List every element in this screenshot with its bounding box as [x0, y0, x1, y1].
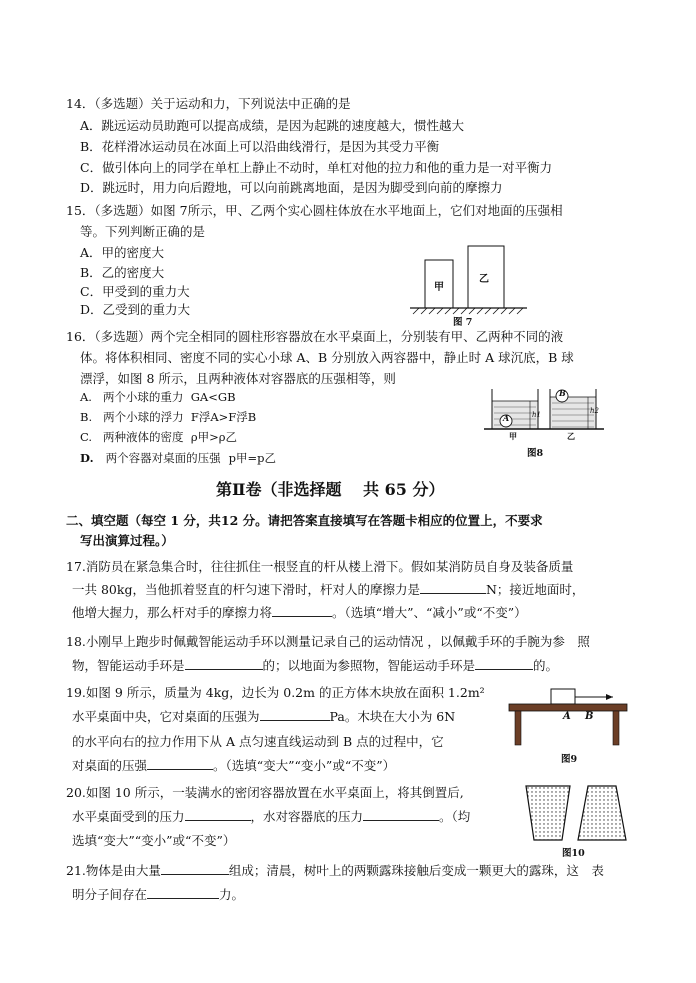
q21-line2: [72, 886, 244, 904]
q19-line4: [72, 757, 395, 775]
q16-option-c: [80, 428, 237, 446]
q14-option-a: A．跳远运动员助跑可以提高成绩，是因为起跳的速度越大，惯性越大: [80, 118, 465, 133]
q16-option-a-prefix: A.: [80, 390, 92, 404]
figure-8-label-h1: h1: [532, 411, 541, 419]
q16-option-d-formula: p甲=p乙: [228, 451, 276, 465]
figure-8-label-jia: 甲: [509, 431, 517, 441]
q16-option-c-formula: ρ甲>ρ乙: [190, 430, 237, 444]
q14-stem: 14．（多选题）关于运动和力，下列说法中正确的是: [66, 96, 351, 111]
q15-option-c: C．甲受到的重力大: [80, 284, 190, 299]
q21-answer-blank-2[interactable]: [147, 886, 219, 899]
figure-8-label-h2: h2: [590, 407, 599, 415]
q18-line1: 18.小刚早上跑步时佩戴智能运动手环以测量记录自己的运动情况 ，以佩戴手环的手腕为参 照: [66, 634, 590, 649]
q15-option-b: B．乙的密度大: [80, 265, 165, 280]
q21-line2-text-b: 力。: [219, 887, 245, 902]
q17-line2: [72, 581, 584, 599]
q14-option-c: C．做引体向上的同学在单杠上静止不动时，单杠对他的拉力和他的重力是一对平衡力: [80, 160, 553, 175]
q16-option-d-prefix: D.: [80, 451, 94, 465]
q21-line1-text-b: 组成；清晨，树叶上的两颗露珠接触后变成一颗更大的露珠，这 表: [228, 863, 604, 878]
q19-answer-blank-1[interactable]: [260, 708, 330, 721]
q17-line1: 17.消防员在紧急集合时，往往抓住一根竖直的杆从楼上滑下。假如某消防员自身及装备质量: [66, 559, 574, 574]
q18-line2-text-a: 物，智能运动手环是: [72, 658, 185, 673]
section-2-heading-line1: 二、填空题（每空 1 分，共12 分。请把答案直接填写在答题卡相应的位置上，不要求: [66, 513, 543, 528]
q14-option-d: D．跳远时，用力向后蹬地，可以向前跳离地面，是因为脚受到向前的摩擦力: [80, 180, 503, 195]
q20-line2-text-b: ，水对容器底的压力: [250, 809, 364, 824]
figure-9-label-b: B: [585, 711, 594, 722]
q16-option-c-text: 两种液体的密度: [103, 430, 184, 444]
q15-stem-line1: 15．（多选题）如图 7所示，甲、乙两个实心圆柱体放在水平地面上，它们对地面的压强相: [66, 203, 563, 218]
q21-line1-text-a: 21.物体是由大量: [66, 863, 161, 878]
figure-8-label-yi: 乙: [567, 431, 575, 441]
figure-8: [478, 383, 618, 458]
figure-8-drawing: [478, 383, 618, 458]
q16-option-b-text: 两个小球的浮力: [103, 410, 184, 424]
figure-9-caption: 图9: [561, 754, 578, 765]
figure-7-label-yi: 乙: [479, 274, 489, 285]
q16-option-b-prefix: B.: [80, 410, 93, 424]
q16-option-b: [80, 408, 256, 426]
q15-stem-line2: 等。下列判断正确的是: [80, 224, 206, 239]
q18-answer-blank-2[interactable]: [475, 657, 533, 670]
q19-answer-blank-2[interactable]: [147, 757, 213, 770]
q19-line4-text-a: 对桌面的压强: [72, 758, 148, 773]
q19-line1: 19.如图 9 所示，质量为 4kg，边长为 0.2m 的正方体木块放在面积 1.2m²: [66, 685, 485, 700]
q18-line2: [72, 657, 558, 675]
q20-line3: 选填“变大”“变小”或“不变”）: [72, 833, 236, 848]
q15-option-d: D．乙受到的重力大: [80, 302, 191, 317]
q21-line2-text-a: 明分子间存在: [72, 887, 148, 902]
q19-line2: [72, 708, 455, 726]
figure-10: [522, 782, 632, 862]
q19-line2-text-b: Pa。木块在大小为 6N: [329, 709, 456, 724]
q19-line3: 的水平向右的拉力作用下从 A 点匀速直线运动到 B 点的过程中，它: [72, 734, 444, 749]
q17-line2-text-a: 一共 80kg，当他抓着竖直的杆匀速下滑时，杆对人的摩擦力是: [72, 582, 420, 597]
q16-stem-line1: 16．（多选题）两个完全相同的圆柱形容器放在水平桌面上，分别装有甲、乙两种不同的液: [66, 329, 564, 344]
q19-line4-text-b: 。（选填“变大”“变小”或“不变”）: [213, 758, 396, 773]
figure-10-caption: 图10: [562, 848, 585, 859]
figure-7-caption: 图 7: [453, 317, 473, 328]
figure-8-caption: 图8: [527, 448, 544, 459]
q16-option-d-text: 两个容器对桌面的压强: [105, 451, 221, 465]
figure-7: [405, 238, 535, 328]
q16-option-d: [80, 449, 276, 467]
q18-answer-blank-1[interactable]: [185, 657, 263, 670]
q17-answer-blank-1[interactable]: [420, 581, 486, 594]
q18-line2-text-c: 的。: [533, 658, 559, 673]
q20-answer-blank-1[interactable]: [185, 808, 251, 821]
q19-line2-text-a: 水平桌面中央，它对桌面的压强为: [72, 709, 260, 724]
q14-option-b: B．花样滑冰运动员在冰面上可以沿曲线滑行，是因为其受力平衡: [80, 139, 440, 154]
q17-line3-text-b: 。（选填“增大”、“减小”或“不变”）: [332, 605, 527, 620]
q16-stem-line3: 漂浮，如图 8 所示，且两种液体对容器底的压强相等，则: [80, 371, 396, 386]
figure-8-label-ball-a: A: [503, 413, 510, 423]
q18-line2-text-b: 的；以地面为参照物，智能运动手环是: [262, 658, 476, 673]
q20-line2-text-c: 。（均: [439, 809, 471, 824]
q21-answer-blank-1[interactable]: [161, 862, 229, 875]
q20-line1: 20.如图 10 所示，一装满水的密闭容器放置在水平桌面上，将其倒置后,: [66, 785, 464, 800]
figure-9-label-a: A: [563, 711, 571, 722]
q16-option-b-formula: F浮A>F浮B: [190, 410, 257, 424]
section-2-title: 第Ⅱ卷（非选择题 共 65 分）: [216, 480, 445, 499]
q20-answer-blank-2[interactable]: [363, 808, 439, 821]
q16-option-c-prefix: C.: [80, 430, 93, 444]
q20-line2: [72, 808, 470, 826]
q16-option-a-formula: GA<GB: [190, 390, 236, 404]
q17-line2-text-b: N；接近地面时，: [485, 582, 585, 597]
q17-line3: [72, 604, 527, 622]
q17-line3-text-a: 他增大握力，那么杆对手的摩擦力将: [72, 605, 273, 620]
figure-9: [505, 684, 630, 769]
q20-line2-text-a: 水平桌面受到的压力: [72, 809, 185, 824]
figure-8-label-ball-b: B: [559, 388, 566, 398]
q16-option-a-text: 两个小球的重力: [102, 390, 184, 404]
q16-stem-line2: 体。将体积相同、密度不同的实心小球 A、B 分别放入两容器中，静止时 A 球沉底，B 球: [80, 350, 574, 365]
section-2-heading-line2: 写出演算过程。）: [80, 533, 174, 548]
q16-option-a: [80, 388, 236, 406]
q15-option-a: A．甲的密度大: [80, 245, 165, 260]
q17-answer-blank-2[interactable]: [272, 604, 332, 617]
q21-line1: [66, 862, 604, 880]
figure-7-label-jia: 甲: [434, 282, 444, 293]
